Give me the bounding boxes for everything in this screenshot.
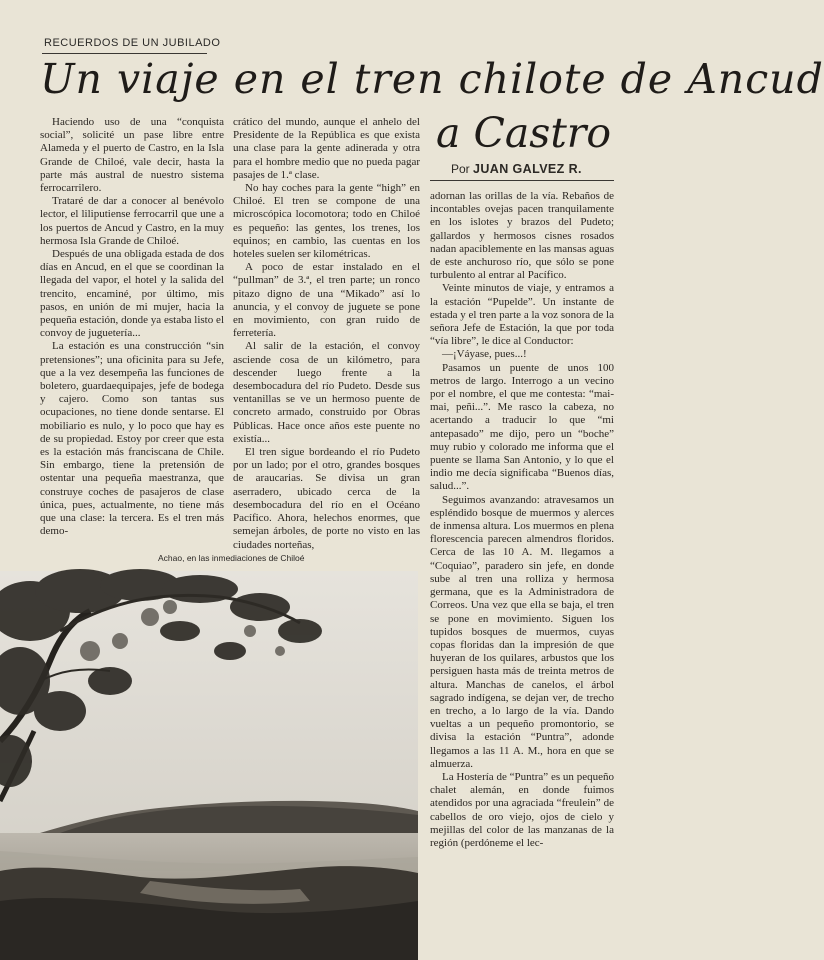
article-title-line-2: a Castro [436, 109, 612, 157]
paragraph: Trataré de dar a conocer al benévolo lector, el liliputiense ferrocarril que une a los puertos de Ancud y Castro, en la muy hermosa Isla Grande de Chiloé. [40, 195, 224, 247]
paragraph: —¡Váyase, pues...! [442, 348, 527, 361]
paragraph: adornan las orillas de la vía. Rebaños de incontables ovejas pacen tranquilamente en los islotes y brazos del Pudeto; gallardos y hermosos cisnes rosados nadan apaciblemente en las mansas aguas de este anchuroso río, que sólo se pone turbulento al entrar al Pacífico. [430, 190, 614, 282]
paragraph: crático del mundo, aunque el anhelo del Presidente de la República es que exista una clase para la gente adinerada y otra para el hombre medio que no pueda pagar pasajes de 1.ª clase. [233, 116, 420, 181]
paragraph: Veinte minutos de viaje, y entramos a la estación “Pupelde”. Un instante de estada y el tren parte a la voz sonora de la señora Jefe de Estación, la que por toda “vía libre”, le dice al Conductor: [430, 282, 614, 348]
article-column-3 [430, 190, 614, 938]
paragraph: Pasamos un puente de unos 100 metros de largo. Interrogo a un vecino por el nombre, el que me contesta: “mai-mai, peñi...”. Me rasco la cabeza, no acertando a traducir lo que “mi antepasado” me dijo, pero un “boche” muy rubio y colorado me informa que el puente se llama San Antonio, y lo que el indio me decía significaba “Buenos días, salud...”. [430, 361, 614, 493]
paragraph: Seguimos avanzando: atravesamos un espléndido bosque de muermos y alerces de inmensa altura. Los muermos en plena florescencia parecen almendros floridos. Cerca de las 10 A. M. llegamos a “Coquiao”, paradero sin jefe, en donde sube al tren una rolliza y hermosa germana, que es la Administradora de Correos. Una vez que ella se baja, el tren se pone en movimiento. Siguen los tupidos bosques de muermos, cuyas copas floridas dan la impresión de que huyeran de los quilares, arbustos que los persiguen hasta más de treinta metros de altura. Manchas de canelos, el árbol sagrado indígena, se dejan ver, de trecho en trecho, a lo largo de la vía. Dando vueltas a un pequeño promontorio, se divisa la estación “Puntra”, adonde llegamos a las 11 A. M., hora en que se almuerza. [430, 493, 614, 770]
paragraph: A poco de estar instalado en el “pullman” de 3.ª, el tren parte; un ronco pitazo digno de una “Mikado” así lo anuncia, y el convoy de juguete se pone en movimiento, con gran ruido de ferretería. [233, 261, 420, 340]
byline-author: JUAN GALVEZ R. [473, 162, 582, 176]
article-column-2 [233, 116, 420, 551]
paragraph: La Hostería de “Puntra” es un pequeño chalet alemán, en donde fuimos atendidos por una agraciada “freulein” de cabellos de oro viejo, ojos de cielo y mejillas del color de las manzanas de la región (perdóneme el lec- [430, 770, 614, 849]
article-title-line-1: Un viaje en el tren chilote de Ancud [40, 55, 824, 103]
section-tag: RECUERDOS DE UN JUBILADO [44, 37, 221, 49]
paragraph: El tren sigue bordeando el río Pudeto por un lado; por el otro, grandes bosques de araucarias. Se divisa un gran aserradero, ubicado cerca de la desembocadura del río en el Océano Pacífico. Ahora, helechos enormes, que semejan árboles, de porte no visto en las ciudades norteñas, [233, 446, 420, 551]
paragraph: Haciendo uso de una “conquista social”, solicité un pase libre entre Alameda y el puerto de Castro, en la Isla Grande de Chiloé, vale decir, hasta la parte más austral de nuestro sistema ferrocarrilero. [40, 116, 224, 195]
paragraph: La estación es una construcción “sin pretensiones”; una oficinita para su Jefe, que a la vez desempeña las funciones de boletero, guardaequipajes, jefe de bodega y cajero. Como son tantas sus ocupaciones, no tiene donde sentarse. El mobiliario es nulo, y lo poco que hay es de su propiedad. Estoy por creer que esta es la estación más franciscana de Chile. Sin embargo, tiene la pretensión de ostentar una pequeña maestranza, que construye coches de pasajeros de clase única, pues, actualmente, no tiene más que una clase: la tercera. Es el tren más demo- [40, 340, 224, 538]
paragraph: Después de una obligada estada de dos días en Ancud, en el que se coordinan la llegada del vapor, el hotel y la salida del trencito, encaminé, por último, mis pasos, en unión de mi mujer, hacia la pequeña estación, donde ya estaba listo el convoy de juguetería... [40, 248, 224, 340]
byline-prefix: Por [451, 162, 470, 176]
byline [451, 162, 582, 176]
article-column-1 [40, 116, 224, 544]
paragraph: No hay coches para la gente “high” en Chiloé. El tren se compone de una microscópica locomotora; todo en Chiloé es pequeño: las gentes, los trenes, los equinos; en cambio, las cuentas en los hoteles suelen ser kilométricas. [233, 182, 420, 261]
photo-caption: Achao, en las inmediaciones de Chiloé [158, 553, 305, 563]
landscape-photo [0, 571, 418, 960]
column-rule [430, 180, 614, 181]
paragraph: Al salir de la estación, el convoy asciende cosa de un kilómetro, para descender luego frente a la desembocadura del río Pudeto. Desde sus ventanillas se ve un hermoso puente de concreto armado, construido por Obras Públicas. Hace once años este puente no existía... [233, 340, 420, 445]
